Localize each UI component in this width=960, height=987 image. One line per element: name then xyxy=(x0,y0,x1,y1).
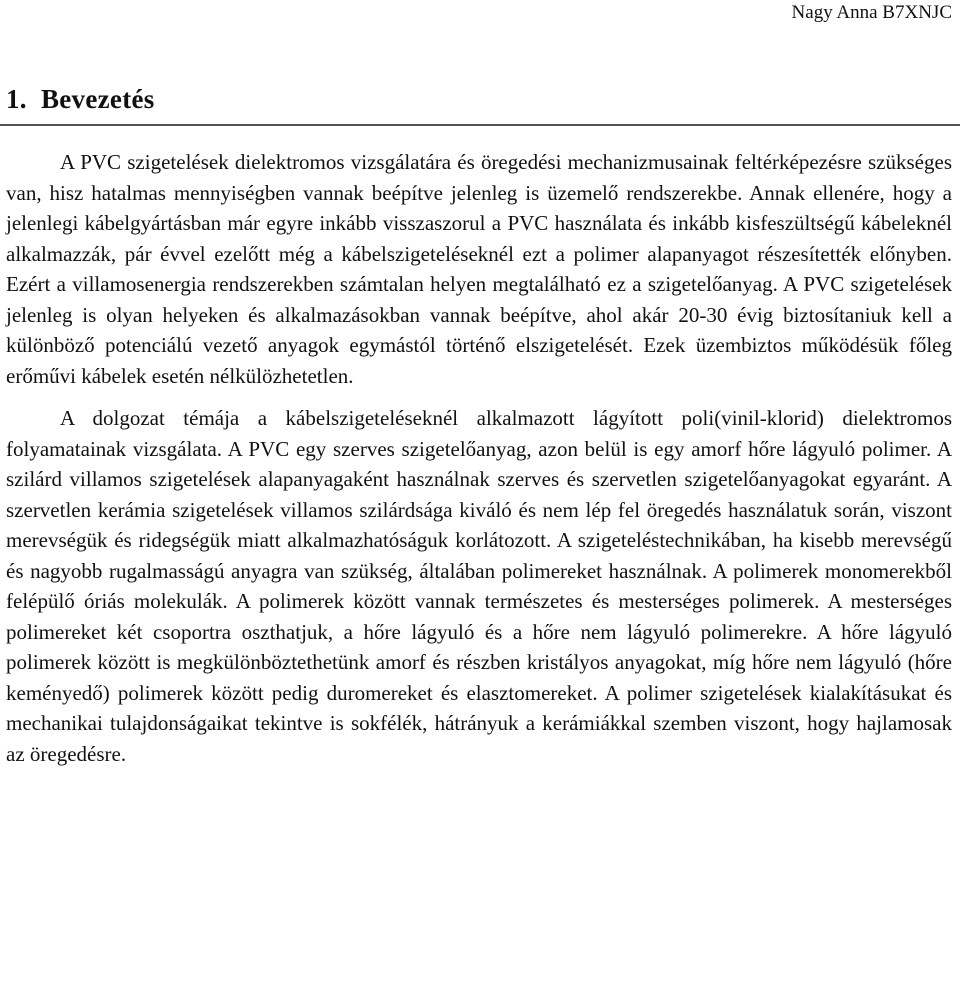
paragraph: A PVC szigetelések dielektromos vizsgálatára és öregedési mechanizmusainak feltérképezésre szükséges van, hisz hatalmas mennyiségben vannak beépítve jelenleg is üzemelő rendszerekbe. Annak ellenére, hogy a jelenlegi kábelgyártásban már egyre inkább visszaszorul a PVC használata és inkább kisfeszültségű kábeleknél alkalmazzák, pár évvel ezelőtt még a kábelszigeteléseknél ezt a polimer alapanyagot részesítették előnyben. Ezért a villamosenergia rendszerekben számtalan helyen megtalálható ez a szigetelőanyag. A PVC szigetelések jelenleg is olyan helyeken és alkalmazásokban vannak beépítve, ahol akár 20-30 évig biztosítaniuk kell a különböző potenciálú vezető anyagok egymástól történő elszigetelését. Ezek üzembiztos működésük főleg erőművi kábelek esetén nélkülözhetetlen. xyxy=(6,150,952,388)
header-author: Nagy Anna B7XNJC xyxy=(791,2,952,23)
paragraph: A dolgozat témája a kábelszigeteléseknél alkalmazott lágyított poli(vinil-klorid) dielektromos folyamatainak vizsgálata. A PVC egy szerves szigetelőanyag, azon belül is egy amorf hőre lágyuló polimer. A szilárd villamos szigetelések alapanyagaként használnak szerves és szervetlen szigetelőanyagokat egyaránt. A szervetlen kerámia szigetelések villamos szilárdsága kiváló és nem lép fel öregedés használatuk során, viszont merevségük és ridegségük miatt alkalmazhatóságuk korlátozott. A szigeteléstechnikában, ha kisebb merevségű és nagyobb rugalmasságú anyagra van szükség, általában polimereket használnak. A polimerek monomerekből felépülő óriás molekulák. A polimerek között vannak természetes és mesterséges polimerek. A mesterséges polimereket két csoportra oszthatjuk, a hőre lágyuló és a hőre nem lágyuló polimerekre. A hőre lágyuló polimerek között is megkülönböztethetünk amorf és részben kristályos anyagokat, míg hőre nem lágyuló (hőre keményedő) polimerek között pedig duromereket és elasztomereket. A polimer szigetelések kialakításukat és mechanikai tulajdonságaikat tekintve is sokfélék, hátrányuk a kerámiákkal szemben viszont, hogy hajlamosak az öregedésre. xyxy=(6,406,952,766)
section-divider xyxy=(0,124,960,126)
section-title: Bevezetés xyxy=(40,84,155,114)
body-text xyxy=(6,147,952,769)
section-heading xyxy=(6,82,155,116)
section-number: 1. xyxy=(6,84,27,114)
